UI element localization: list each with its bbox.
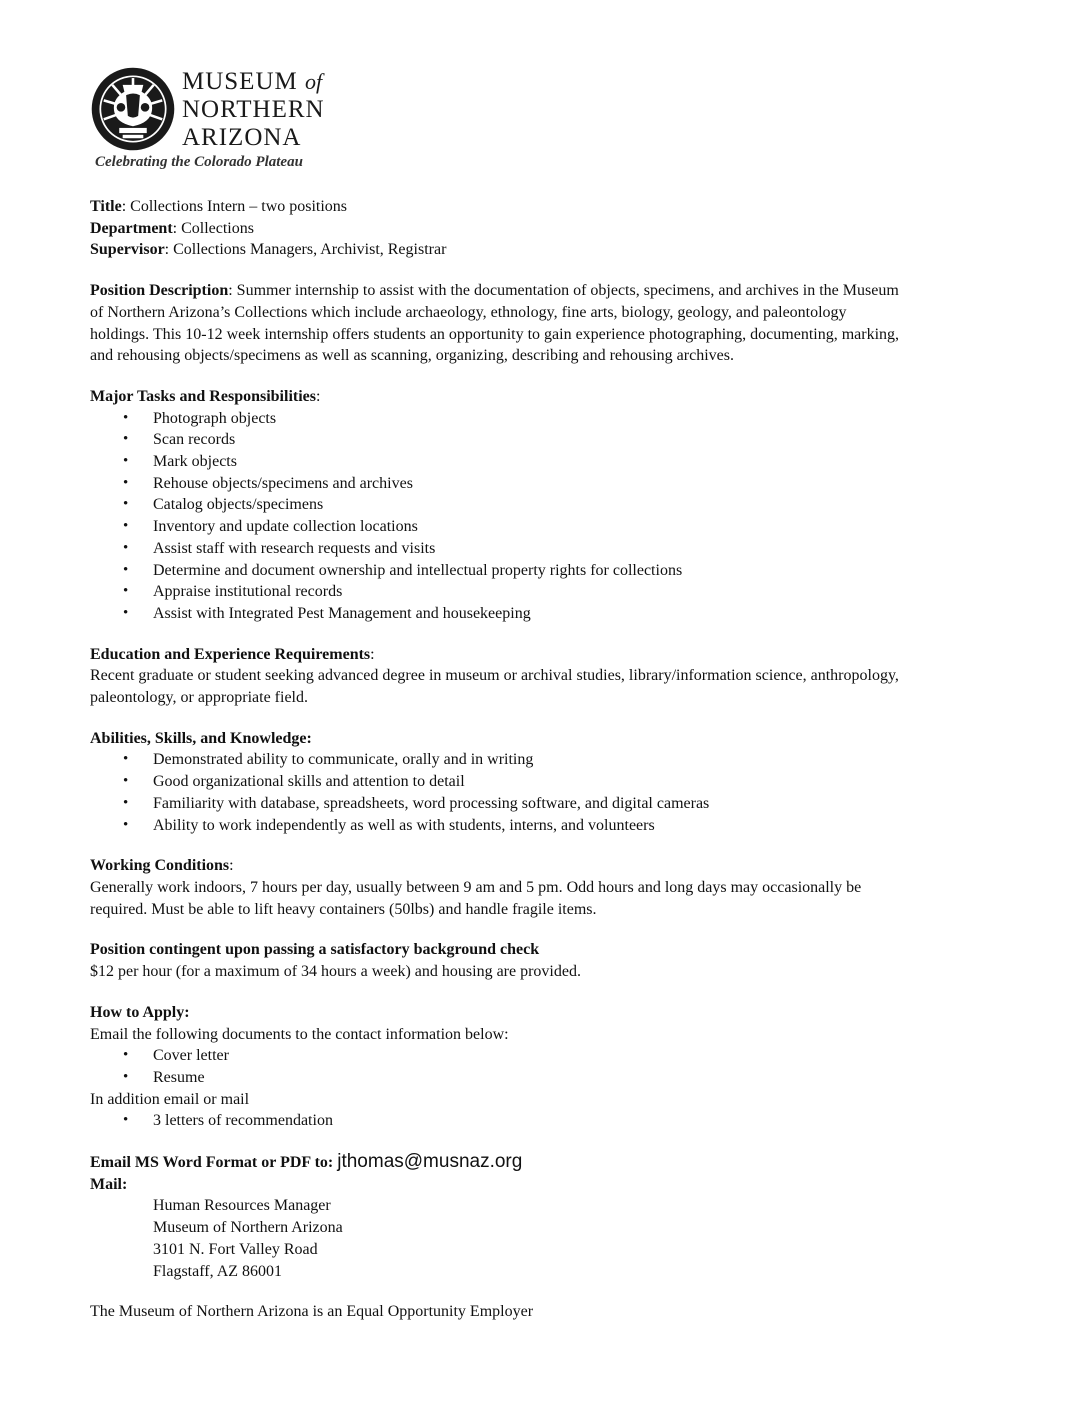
position-description-line-1: Position Description: Summer internship to assist with the documentation of objects, specimens, and archives in the Museum xyxy=(90,282,899,300)
list-item: • Photograph objects xyxy=(90,408,1000,430)
logo-of: of xyxy=(305,69,323,94)
apply-intro: Email the following documents to the contact information below: xyxy=(90,1025,509,1043)
working-conditions-heading: Working Conditions: xyxy=(90,857,234,875)
list-item: • Ability to work independently as well as with students, interns, and volunteers xyxy=(90,815,1000,837)
list-item: • Assist with Integrated Pest Management and housekeeping xyxy=(90,603,1000,625)
department-line: Department: Collections xyxy=(90,219,254,237)
apply-mail-list xyxy=(90,1110,1000,1132)
title-label: Title xyxy=(90,198,122,215)
title-line: Title: Collections Intern – two positions xyxy=(90,198,348,215)
list-item: • Determine and document ownership and intellectual property rights for collections xyxy=(90,560,1000,582)
position-description-line-3: holdings. This 10-12 week internship offers students an opportunity to gain experience photographing, documenting, marking, xyxy=(90,325,900,343)
list-item: • Familiarity with database, spreadsheets, word processing software, and digital cameras xyxy=(90,793,1000,815)
museum-emblem-icon xyxy=(90,66,176,152)
working-conditions-line-2: required. Must be able to lift heavy containers (50lbs) and handle fragile items. xyxy=(90,900,597,918)
education-heading: Education and Experience Requirements: xyxy=(90,645,375,663)
logo-line-3: ARIZONA xyxy=(182,124,302,151)
compensation-line: $12 per hour (for a maximum of 34 hours a week) and housing are provided. xyxy=(90,963,581,981)
mail-heading: Mail: xyxy=(90,1175,128,1193)
list-item: • Assist staff with research requests and visits xyxy=(90,538,1000,560)
logo-tagline: Celebrating the Colorado Plateau xyxy=(95,154,303,170)
list-item: • Scan records xyxy=(90,429,1000,451)
logo-line-2: NORTHERN xyxy=(182,96,325,123)
email-line xyxy=(90,1151,1000,1174)
job-posting xyxy=(90,196,1000,1323)
background-check-heading: Position contingent upon passing a satisfactory background check xyxy=(90,941,540,959)
abilities-heading: Abilities, Skills, and Knowledge: xyxy=(90,729,312,747)
list-item: • Resume xyxy=(90,1067,1000,1089)
list-item: • Mark objects xyxy=(90,451,1000,473)
list-item: • Demonstrated ability to communicate, orally and in writing xyxy=(90,749,1000,771)
list-item: • Catalog objects/specimens xyxy=(90,494,1000,516)
supervisor-value: Collections Managers, Archivist, Registrar xyxy=(173,241,447,259)
address-line-3: 3101 N. Fort Valley Road xyxy=(153,1240,318,1258)
address-line-4: Flagstaff, AZ 86001 xyxy=(153,1262,283,1280)
list-item: • Good organizational skills and attention to detail xyxy=(90,771,1000,793)
address-line-1: Human Resources Manager xyxy=(153,1197,331,1215)
position-description-line-4: and rehousing objects/specimens as well as scanning, organizing, describing and rehousing archives. xyxy=(90,347,734,365)
email-address-link[interactable]: jthomas@musnaz.org xyxy=(337,1151,523,1173)
department-label: Department xyxy=(90,219,173,237)
department-value: Collections xyxy=(181,219,254,237)
email-label: Email MS Word Format or PDF to: xyxy=(90,1154,334,1172)
apply-email-list xyxy=(90,1045,1000,1088)
position-description-label: Position Description xyxy=(90,282,229,300)
apply-addition: In addition email or mail xyxy=(90,1090,250,1108)
list-item: • Inventory and update collection locations xyxy=(90,516,1000,538)
supervisor-label: Supervisor xyxy=(90,241,165,259)
museum-wordmark xyxy=(182,68,325,152)
list-item: • Rehouse objects/specimens and archives xyxy=(90,473,1000,495)
equal-opportunity-statement: The Museum of Northern Arizona is an Equal Opportunity Employer xyxy=(90,1303,534,1321)
working-conditions-line-1: Generally work indoors, 7 hours per day, usually between 9 am and 5 pm. Odd hours and long days may occasionally be xyxy=(90,878,862,896)
title-value: Collections Intern – two positions xyxy=(130,198,348,215)
list-item: • Cover letter xyxy=(90,1045,1000,1067)
address-line-2: Museum of Northern Arizona xyxy=(153,1219,343,1237)
list-item: • 3 letters of recommendation xyxy=(90,1110,1000,1132)
list-item: • Appraise institutional records xyxy=(90,581,1000,603)
abilities-list xyxy=(90,749,1000,836)
position-description-line-2: of Northern Arizona’s Collections which include archaeology, ethnology, fine arts, biology, geology, and paleontology xyxy=(90,303,847,321)
logo-line-1: MUSEUM xyxy=(182,68,298,95)
tasks-heading: Major Tasks and Responsibilities: xyxy=(90,387,321,405)
education-line-1: Recent graduate or student seeking advanced degree in museum or archival studies, library/information science, anthropology, xyxy=(90,667,899,685)
supervisor-line: Supervisor: Collections Managers, Archivist, Registrar xyxy=(90,241,447,259)
how-to-apply-heading: How to Apply: xyxy=(90,1003,190,1021)
tasks-list xyxy=(90,408,1000,625)
museum-logo xyxy=(90,66,330,176)
education-line-2: paleontology, or appropriate field. xyxy=(90,689,308,707)
